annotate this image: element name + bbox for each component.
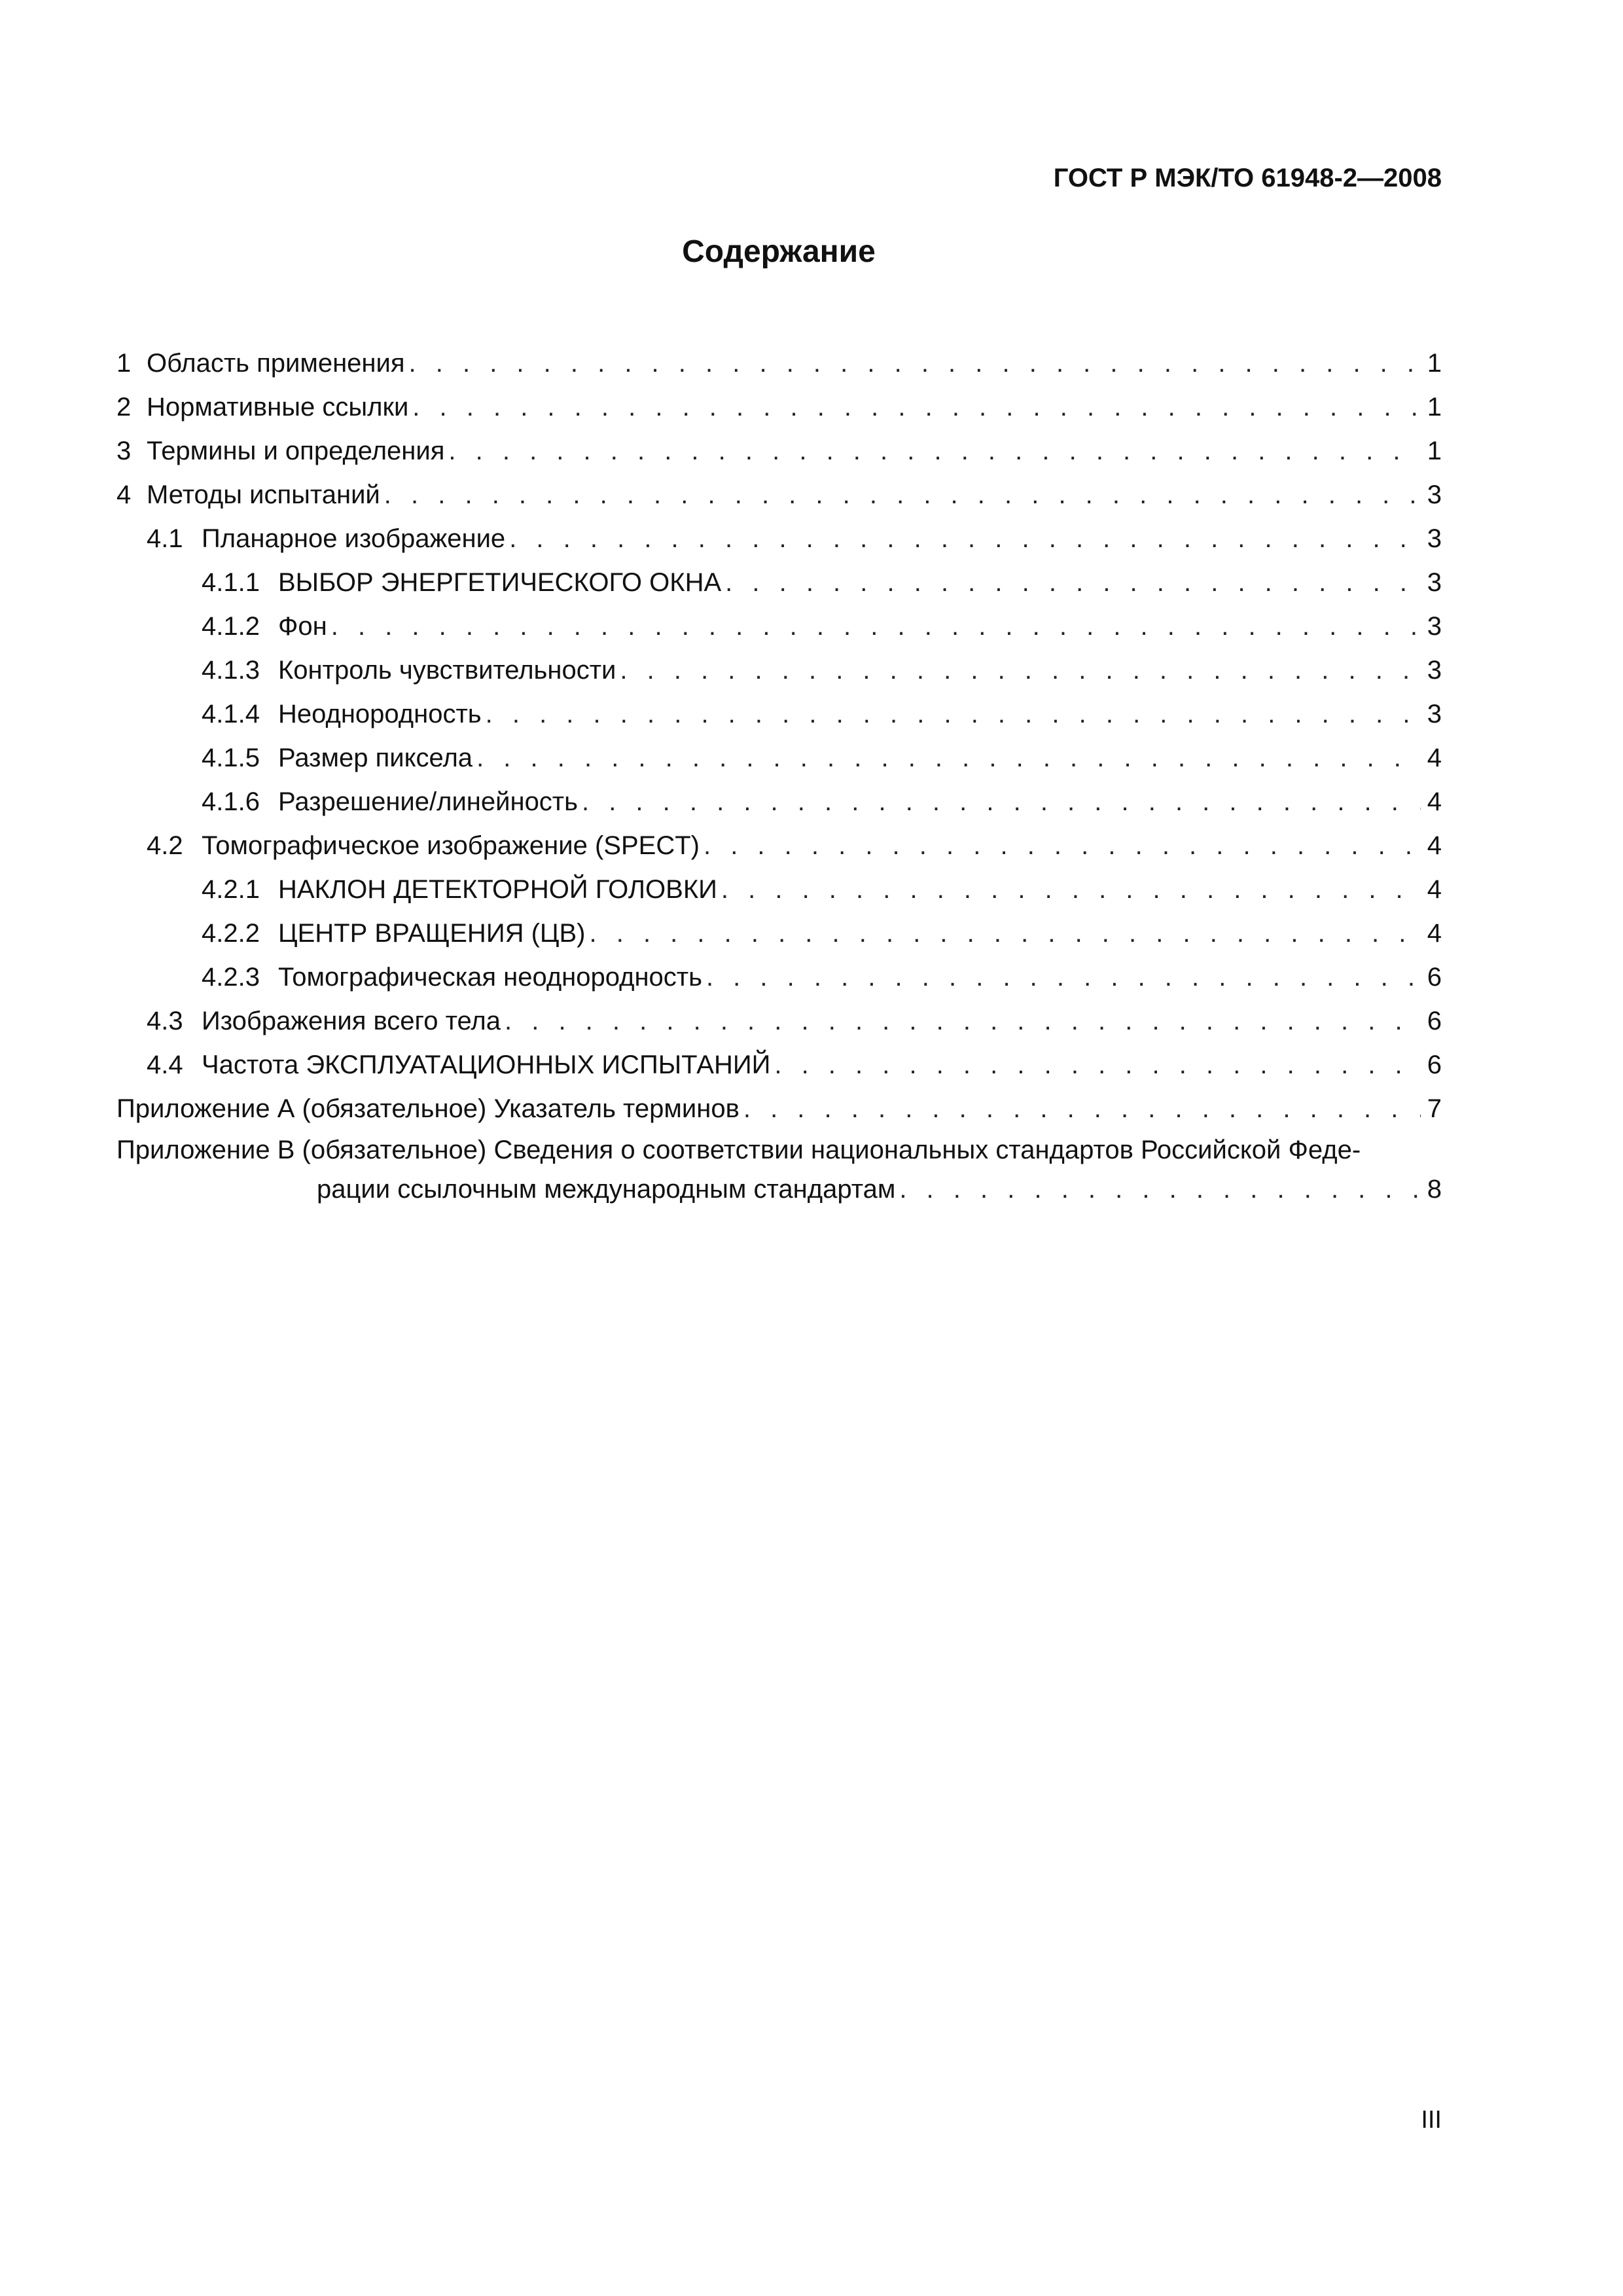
toc-entry-4-2-1[interactable] [116,868,1442,912]
toc-page: 4 [1427,831,1442,860]
toc-page: 4 [1427,919,1442,948]
dot-leader [582,780,1421,824]
dot-leader [725,561,1421,605]
dot-leader [331,605,1421,649]
toc-number: 2 [116,393,132,422]
page-number: III [1421,2106,1442,2134]
toc-entry-4-2-3[interactable] [116,956,1442,999]
toc-page: 4 [1427,787,1442,816]
toc-page: 1 [1427,393,1442,422]
toc-label: Фон [278,612,327,641]
toc-label: Томографическое изображение (SPECT) [202,831,700,860]
toc-label-continuation-line [116,1169,1442,1210]
toc-number: 4.1.6 [202,787,260,816]
toc-label: Планарное изображение [202,524,506,553]
toc-page: 3 [1427,700,1442,728]
dot-leader [486,692,1421,736]
toc-entry-4-1-5[interactable] [116,736,1442,780]
toc-page: 6 [1427,963,1442,992]
toc-number: 1 [116,349,132,378]
toc-number: 4.2.2 [202,919,260,948]
toc-label: Разрешение/линейность [278,787,578,816]
toc-page: 8 [1427,1175,1442,1204]
dot-leader [774,1043,1420,1087]
toc-entry-4-3[interactable] [116,999,1442,1043]
toc-number: 4.4 [147,1050,183,1079]
toc-label: ВЫБОР ЭНЕРГЕТИЧЕСКОГО ОКНА [278,568,722,597]
toc-label: Контроль чувствительности [278,656,616,685]
dot-leader [721,868,1421,912]
toc-number: 4.2.1 [202,875,260,904]
toc-label: Нормативные ссылки [147,393,409,422]
toc-entry-4-1-2[interactable] [116,605,1442,649]
toc-number: 4.1.1 [202,568,260,597]
toc-label: Изображения всего тела [202,1007,501,1035]
toc-label: Приложение В (обязательное) Сведения о соответствии национальных стандартов Российской Феде- [116,1136,1361,1164]
dot-leader [448,429,1420,473]
toc-entry-1[interactable] [116,342,1442,386]
dot-leader [509,517,1421,561]
dot-leader [589,912,1420,956]
toc-entry-appendix-a[interactable] [116,1087,1442,1131]
toc-title: Содержание [682,234,876,269]
dot-leader [409,342,1421,386]
toc-entry-2[interactable] [116,386,1442,429]
toc-page: 4 [1427,875,1442,904]
toc-page: 3 [1427,568,1442,597]
toc-entry-4-2-2[interactable] [116,912,1442,956]
toc-label: Приложение А (обязательное) Указатель терминов [116,1094,740,1123]
toc-entry-4-1-3[interactable] [116,649,1442,692]
toc-number: 4.1.3 [202,656,260,685]
toc-page: 1 [1427,437,1442,465]
dot-leader [743,1087,1421,1131]
toc-entry-4-1[interactable] [116,517,1442,561]
toc-page: 7 [1427,1094,1442,1123]
toc-number: 4.2 [147,831,183,860]
toc-label: ЦЕНТР ВРАЩЕНИЯ (ЦВ) [278,919,586,948]
toc-entry-4-1-4[interactable] [116,692,1442,736]
toc-entry-4-2[interactable] [116,824,1442,868]
dot-leader [899,1169,1420,1210]
toc-label-continuation: рации ссылочным международным стандартам [317,1175,896,1204]
toc-label: Методы испытаний [147,480,380,509]
toc-page: 3 [1427,612,1442,641]
toc-entry-appendix-b[interactable] [116,1131,1442,1210]
toc-entry-4[interactable] [116,473,1442,517]
toc-page: 6 [1427,1007,1442,1035]
document-code: ГОСТ Р МЭК/ТО 61948-2—2008 [1053,164,1442,192]
toc-page: 3 [1427,524,1442,553]
toc-number: 3 [116,437,132,465]
toc-entry-4-1-6[interactable] [116,780,1442,824]
dot-leader [505,999,1421,1043]
toc-label: Термины и определения [147,437,445,465]
toc-number: 4.1.4 [202,700,260,728]
toc-label: Частота ЭКСПЛУАТАЦИОННЫХ ИСПЫТАНИЙ [202,1050,771,1079]
dot-leader [384,473,1421,517]
dot-leader [476,736,1421,780]
toc-entry-4-4[interactable] [116,1043,1442,1087]
toc-number: 4.2.3 [202,963,260,992]
toc-label: Область применения [147,349,405,378]
toc-page: 3 [1427,480,1442,509]
toc-number: 4.3 [147,1007,183,1035]
toc-number: 4.1.5 [202,744,260,772]
toc-label: Размер пиксела [278,744,473,772]
toc-entry-3[interactable] [116,429,1442,473]
toc-page: 6 [1427,1050,1442,1079]
table-of-contents [116,342,1442,1210]
toc-number: 4.1.2 [202,612,260,641]
toc-page: 4 [1427,744,1442,772]
dot-leader [704,824,1421,868]
toc-entry-4-1-1[interactable] [116,561,1442,605]
toc-label: Томографическая неоднородность [278,963,702,992]
toc-page: 1 [1427,349,1442,378]
toc-number: 4.1 [147,524,183,553]
toc-number: 4 [116,480,132,509]
toc-label: Неоднородность [278,700,482,728]
toc-page: 3 [1427,656,1442,685]
dot-leader [620,649,1420,692]
dot-leader [412,386,1420,429]
toc-label: НАКЛОН ДЕТЕКТОРНОЙ ГОЛОВКИ [278,875,717,904]
dot-leader [706,956,1421,999]
